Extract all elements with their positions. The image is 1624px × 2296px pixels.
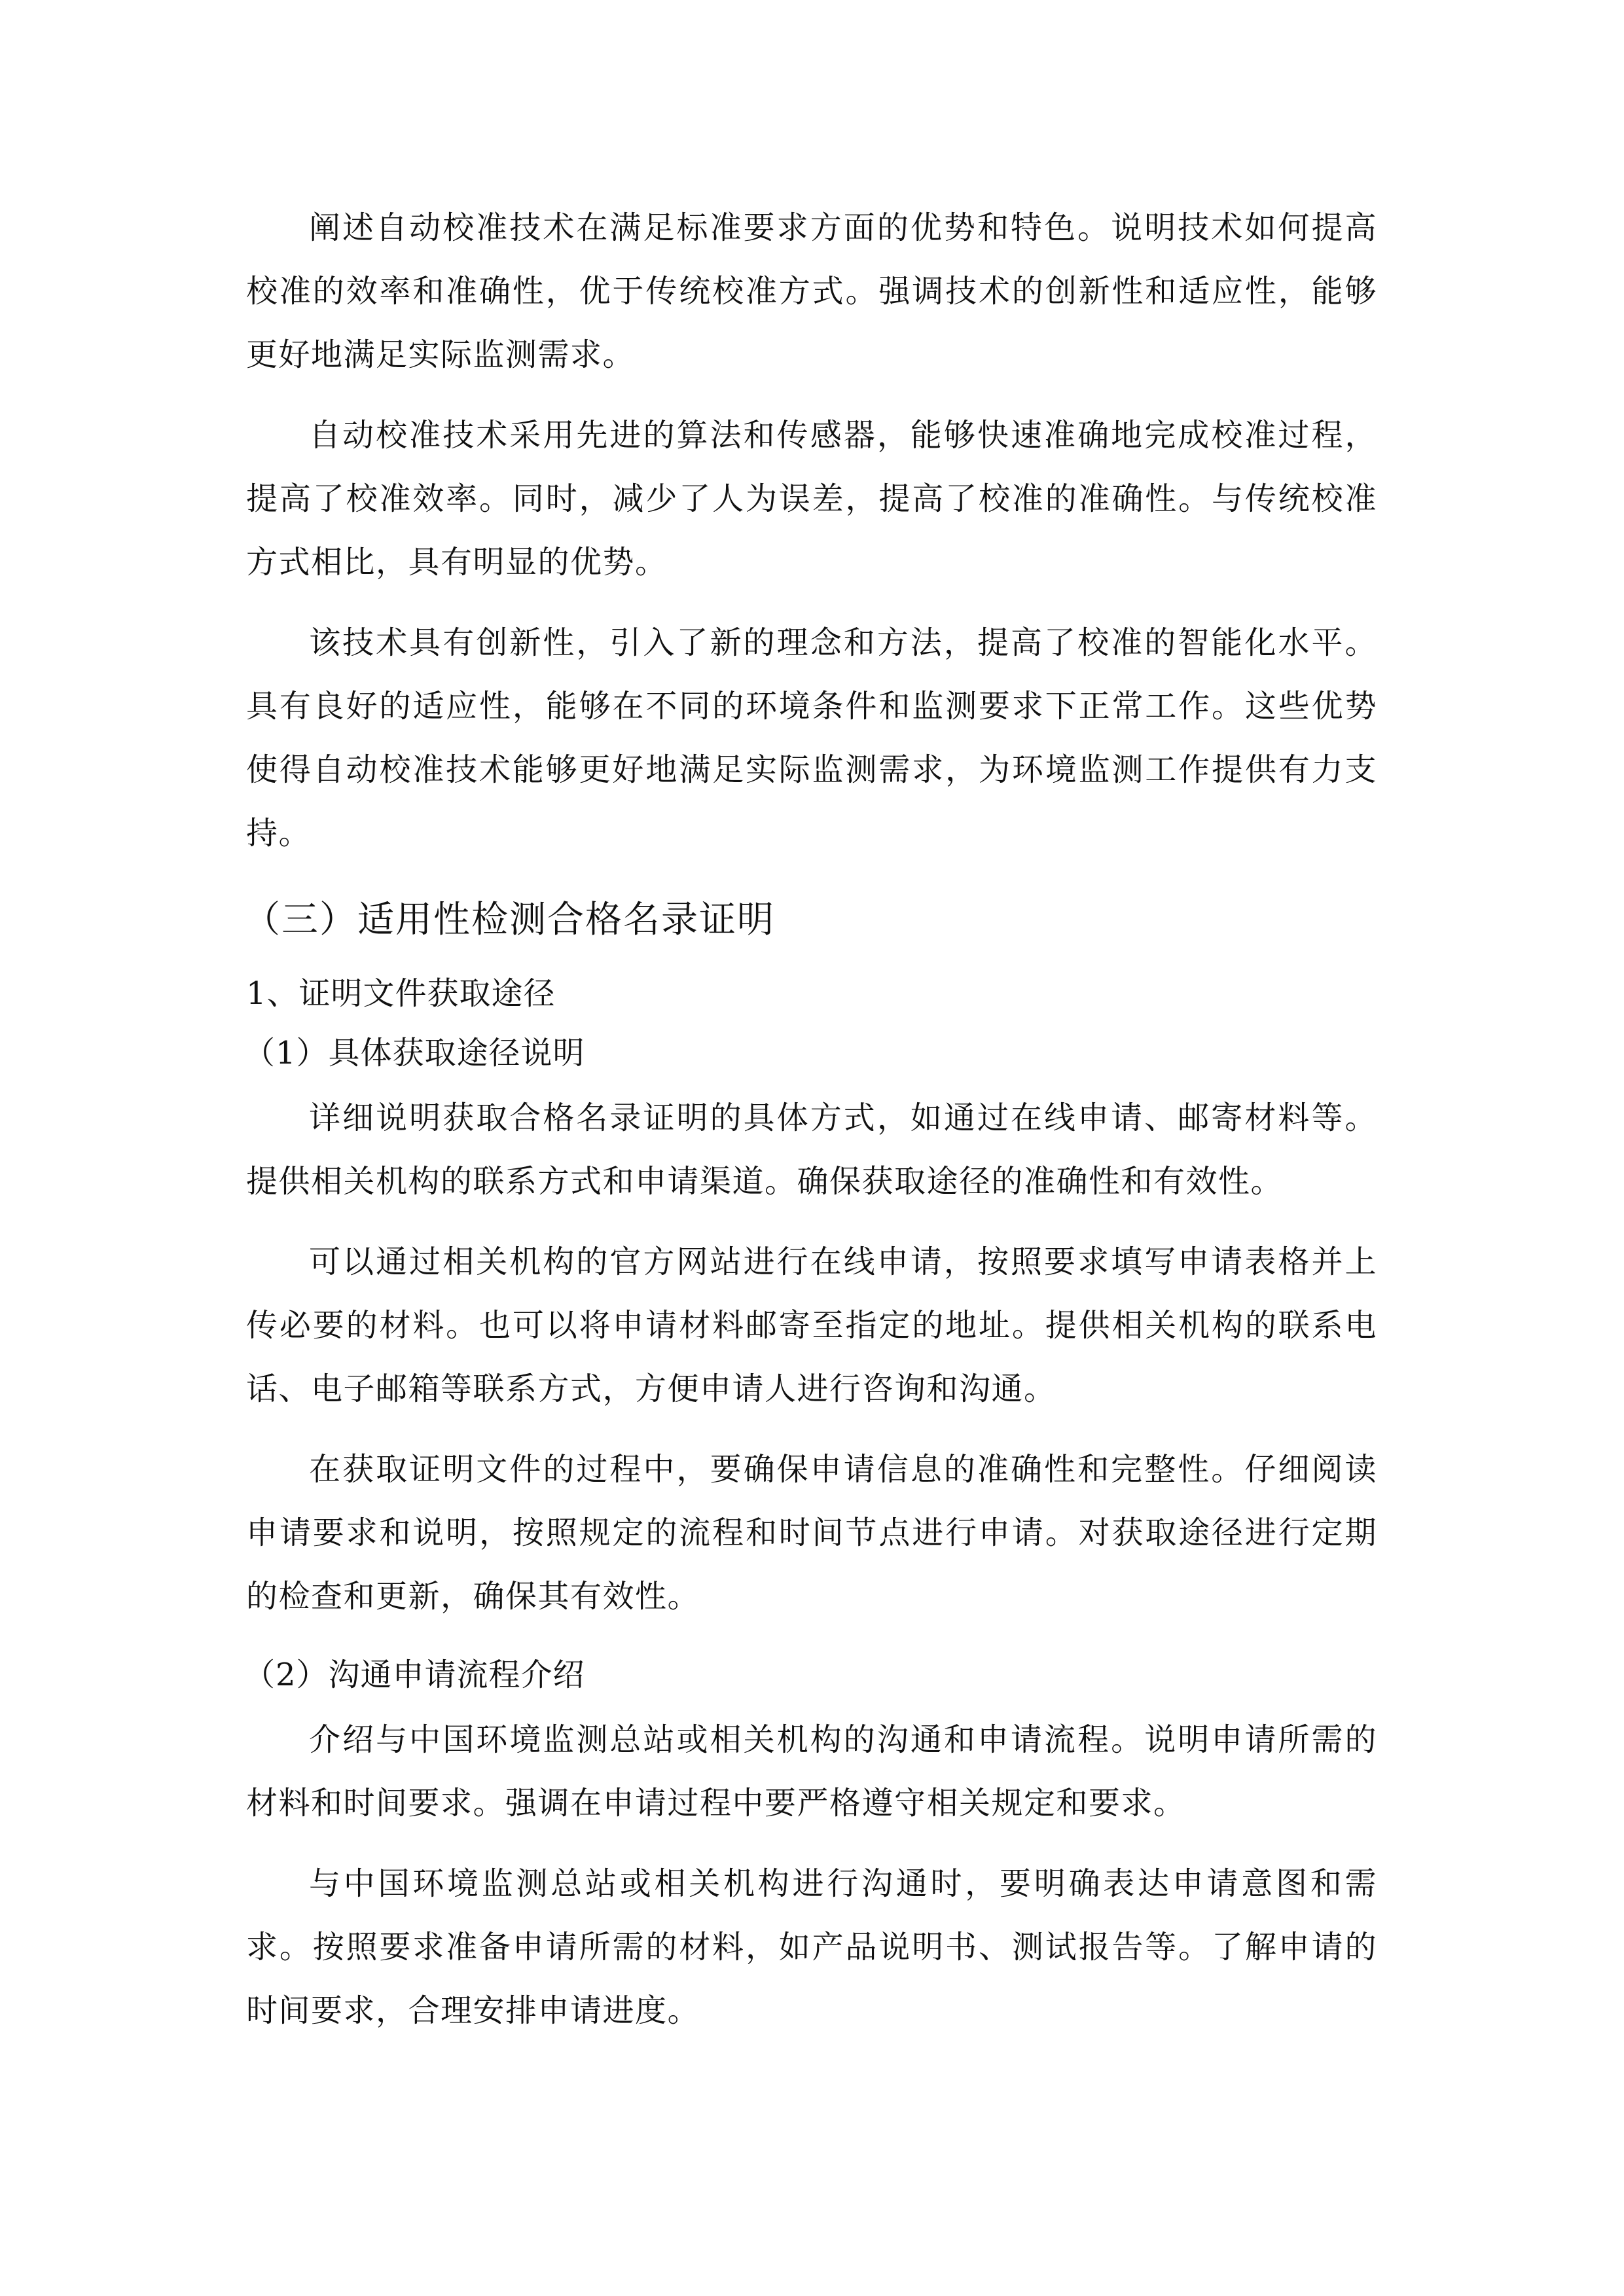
subheading-acquisition-channels: （1）具体获取途径说明: [244, 1035, 585, 1071]
item-heading: 1、证明文件获取途径: [246, 975, 556, 1012]
paragraph-innovation-adaptability: 该技术具有创新性，引入了新的理念和方法，提高了校准的智能化水平。具有良好的适应性，能够在不同的环境条件和监测要求下正常工作。这些优势使得自动校准技术能够更好地满足实际监测需求，为环境监测工作提供有力支持。: [246, 624, 1377, 852]
paragraph-efficiency-accuracy: 自动校准技术采用先进的算法和传感器，能够快速准确地完成校准过程，提高了校准效率。同时，减少了人为误差，提高了校准的准确性。与传统校准方式相比，具有明显的优势。: [246, 417, 1377, 581]
paragraph-online-mail-application: 可以通过相关机构的官方网站进行在线申请，按照要求填写申请表格并上传必要的材料。也可以将申请材料邮寄至指定的地址。提供相关机构的联系电话、电子邮箱等联系方式，方便申请人进行咨询和沟通。: [246, 1244, 1377, 1407]
paragraph-acquisition-methods: 详细说明获取合格名录证明的具体方式，如通过在线申请、邮寄材料等。提供相关机构的联系方式和申请渠道。确保获取途径的准确性和有效性。: [246, 1100, 1377, 1200]
paragraph-advantages-overview: 阐述自动校准技术在满足标准要求方面的优势和特色。说明技术如何提高校准的效率和准确性，优于传统校准方式。强调技术的创新性和适应性，能够更好地满足实际监测需求。: [246, 209, 1377, 373]
paragraph-accuracy-completeness: 在获取证明文件的过程中，要确保申请信息的准确性和完整性。仔细阅读申请要求和说明，按照规定的流程和时间节点进行申请。对获取途径进行定期的检查和更新，确保其有效性。: [246, 1451, 1377, 1615]
section-heading: （三）适用性检测合格名录证明: [244, 899, 775, 941]
paragraph-communication-requirements: 与中国环境监测总站或相关机构进行沟通时，要明确表达申请意图和需求。按照要求准备申请所需的材料，如产品说明书、测试报告等。了解申请的时间要求，合理安排申请进度。: [246, 1865, 1377, 2029]
subheading-application-process: （2）沟通申请流程介绍: [244, 1657, 585, 1693]
document-body: [246, 196, 1377, 2060]
paragraph-process-intro: 介绍与中国环境监测总站或相关机构的沟通和申请流程。说明申请所需的材料和时间要求。强调在申请过程中要严格遵守相关规定和要求。: [246, 1721, 1377, 1821]
